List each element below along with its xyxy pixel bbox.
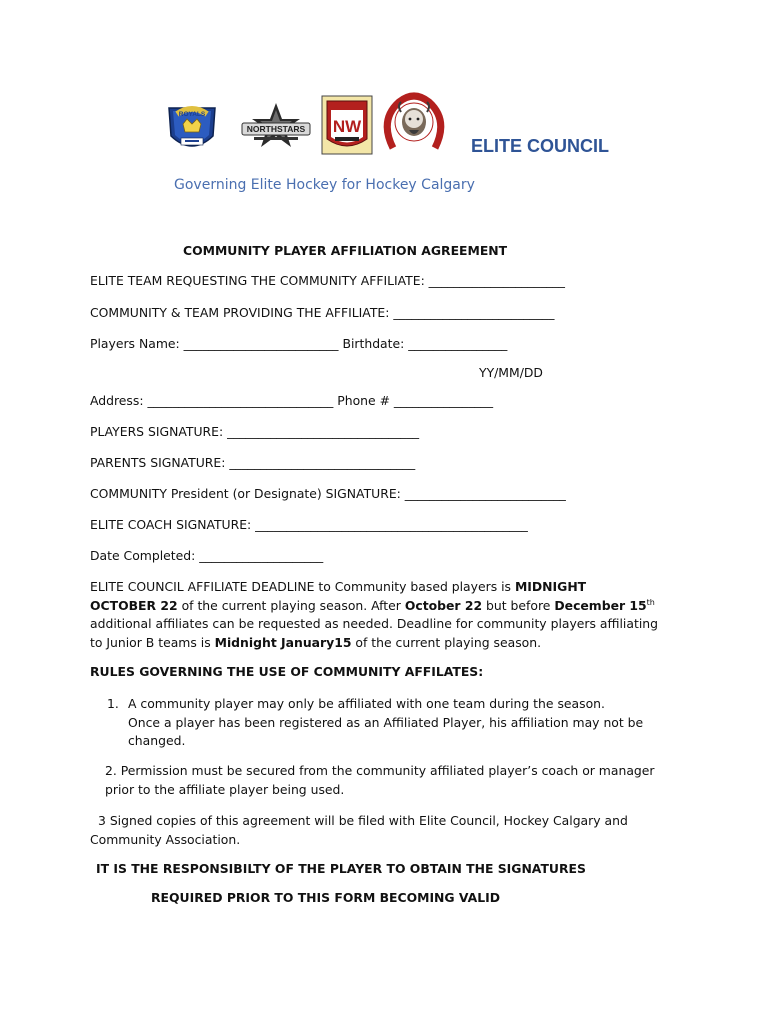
parents-signature-field[interactable]: PARENTS SIGNATURE: ______________________________: [90, 455, 416, 470]
date-completed-field[interactable]: Date Completed: ____________________: [90, 548, 324, 563]
form-heading: COMMUNITY PLAYER AFFILIATION AGREEMENT: [183, 243, 508, 258]
rule-1-number: 1.: [107, 696, 119, 711]
rule-1: A community player may only be affiliated with one team during the season. Once a player has been registered as an Affiliated Player, his affiliation may not be changed.: [128, 696, 644, 749]
northstars-logo: [240, 101, 312, 151]
northstars-logo-text: NORTHSTARS: [246, 124, 306, 134]
players-signature-field[interactable]: PLAYERS SIGNATURE: _______________________________: [90, 424, 420, 439]
coach-signature-field[interactable]: ELITE COACH SIGNATURE: ____________________________________________: [90, 517, 528, 532]
deadline-paragraph: ELITE COUNCIL AFFILIATE DEADLINE to Community based players is MIDNIGHT OCTOBER 22 of the current playing season. After October 22 but before December 15th additional affiliates can be requested as needed. Deadline for community players affiliating to Junior B teams is Midnight January15 of the current playing season.: [90, 579, 658, 650]
rule-3: 3 Signed copies of this agreement will be filed with Elite Council, Hockey Calgary and Community Association.: [90, 813, 628, 847]
requesting-team-field[interactable]: ELITE TEAM REQUESTING THE COMMUNITY AFFILIATE: ______________________: [90, 273, 565, 288]
nw-logo-text: NW: [332, 117, 362, 136]
address-phone-field[interactable]: Address: ______________________________ Phone # ________________: [90, 393, 494, 408]
rules-heading: RULES GOVERNING THE USE OF COMMUNITY AFFILATES:: [90, 664, 484, 679]
page-title: ELITE COUNCIL: [471, 136, 609, 156]
responsibility-notice-line-2: REQUIRED PRIOR TO THIS FORM BECOMING VALID: [151, 890, 501, 905]
providing-team-field[interactable]: COMMUNITY & TEAM PROVIDING THE AFFILIATE: __________________________: [90, 305, 555, 320]
date-format-label: YY/MM/DD: [479, 365, 543, 380]
nw-logo: [321, 95, 373, 155]
president-signature-field[interactable]: COMMUNITY President (or Designate) SIGNATURE: __________________________: [90, 486, 566, 501]
rule-2: 2. Permission must be secured from the community affiliated player’s coach or manager prior to the affiliate player being used.: [105, 763, 655, 797]
responsibility-notice-line-1: IT IS THE RESPONSIBILTY OF THE PLAYER TO OBTAIN THE SIGNATURES: [96, 861, 586, 876]
royals-logo: [163, 102, 221, 158]
players-name-birthdate-field[interactable]: Players Name: _________________________ Birthdate: ________________: [90, 336, 508, 351]
page-subtitle: Governing Elite Hockey for Hockey Calgary: [174, 177, 475, 193]
royals-logo-text: ROYALS: [178, 111, 206, 118]
bisons-logo: [383, 92, 445, 158]
